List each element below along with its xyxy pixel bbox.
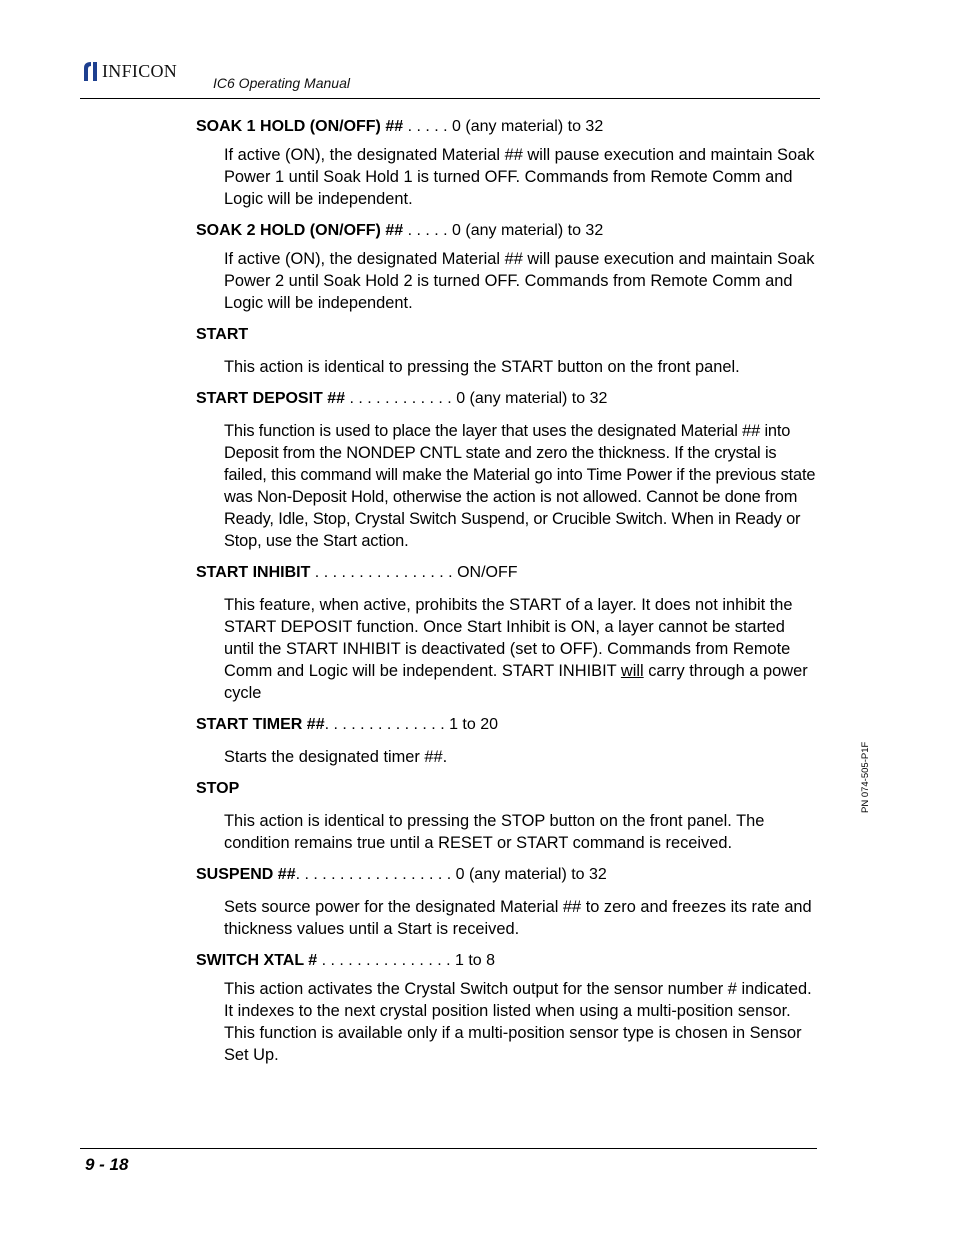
- entry-description: This action activates the Crystal Switch output for the sensor number # indicated. It indexes to the next crystal position listed when using a multi-position sensor. This function is available only if a multi-position sensor type is chosen in Sensor Set Up.: [224, 980, 812, 1064]
- entry-range: ON/OFF: [457, 564, 518, 581]
- entry-leader: . . . . .: [403, 222, 453, 239]
- entry-leader: . . . . . . . . . . . . . . . .: [310, 564, 458, 581]
- entry-name: SWITCH XTAL #: [196, 952, 318, 969]
- footer-rule: [80, 1148, 817, 1149]
- entry-heading: [196, 864, 816, 886]
- entry-description: This function is used to place the layer that uses the designated Material ## into Deposit from the NONDEP CNTL state and zero the thickness. If the crystal is failed, this command will make the Material go into Time Power if the previous state was Non-Deposit Hold, otherwise the action is not allowed. Cannot be done from Ready, Idle, Stop, Crystal Switch Suspend, or Crucible Switch. When in Ready or Stop, use the Start action.: [224, 422, 816, 550]
- entry-leader: . . . . . . . . . . . . . . . . . .: [295, 866, 456, 883]
- entry-description: Starts the designated timer ##.: [224, 748, 448, 766]
- entry-name: START: [196, 326, 249, 343]
- manual-title: IC6 Operating Manual: [213, 75, 350, 91]
- entry-leader: . . . . .: [403, 118, 453, 135]
- entry-name: SOAK 2 HOLD (ON/OFF) ##: [196, 222, 404, 239]
- entry-heading: [196, 220, 816, 242]
- entry-name: START INHIBIT: [196, 564, 311, 581]
- entry-description: This action is identical to pressing the START button on the front panel.: [224, 358, 740, 376]
- entry-name: STOP: [196, 780, 240, 797]
- entry-name: START TIMER ##: [196, 716, 325, 733]
- entry-leader: . . . . . . . . . . . .: [345, 390, 457, 407]
- entry-description: [224, 594, 816, 704]
- part-number: PN 074-505-P1F: [860, 741, 871, 813]
- entry-description-text: This feature, when active, prohibits the START of a layer. It does not inhibit the START DEPOSIT function. Once Start Inhibit is ON, a layer cannot be started until the START INHIBIT is deactivated (set to OFF). Commands from Remote Comm and Logic will be independent. START INHIBIT: [224, 596, 793, 680]
- entry-range: 1 to 20: [449, 716, 499, 733]
- entry-description: This action is identical to pressing the STOP button on the front panel. The condition remains true until a RESET or START command is received.: [224, 812, 765, 852]
- entry-name: START DEPOSIT ##: [196, 390, 346, 407]
- entry-range: 0 (any material) to 32: [456, 390, 608, 407]
- logo-text: INFICON: [102, 61, 178, 81]
- entry-range: 0 (any material) to 32: [455, 866, 607, 883]
- entry-heading: [196, 950, 816, 972]
- header-rule: [80, 98, 820, 99]
- entry-range: 0 (any material) to 32: [452, 222, 604, 239]
- entry-heading: [196, 388, 816, 410]
- entry-heading: [196, 562, 816, 584]
- entry-range: 1 to 8: [455, 952, 496, 969]
- entry-name: SUSPEND ##: [196, 866, 296, 883]
- entry-heading: [196, 714, 816, 736]
- page-content: [196, 116, 816, 1066]
- inficon-logo-icon: [82, 60, 102, 82]
- entry-heading: [196, 324, 816, 346]
- entry-description: Sets source power for the designated Material ## to zero and freezes its rate and thickness values until a Start is received.: [224, 898, 812, 938]
- underlined-word: will: [620, 662, 644, 680]
- entry-name: SOAK 1 HOLD (ON/OFF) ##: [196, 118, 404, 135]
- entry-heading: [196, 778, 816, 800]
- entry-description: If active (ON), the designated Material ## will pause execution and maintain Soak Power 1 until Soak Hold 1 is turned OFF. Commands from Remote Comm and Logic will be independent.: [224, 146, 815, 208]
- entry-heading: [196, 116, 816, 138]
- entry-description: If active (ON), the designated Material ## will pause execution and maintain Soak Power 2 until Soak Hold 2 is turned OFF. Commands from Remote Comm and Logic will be independent.: [224, 250, 815, 312]
- entry-leader: . . . . . . . . . . . . . . .: [317, 952, 455, 969]
- entry-range: 0 (any material) to 32: [452, 118, 604, 135]
- entry-description-text: carry through a power cycle: [224, 662, 808, 702]
- entry-leader: . . . . . . . . . . . . . .: [324, 716, 450, 733]
- page-number: 9 - 18: [85, 1155, 129, 1174]
